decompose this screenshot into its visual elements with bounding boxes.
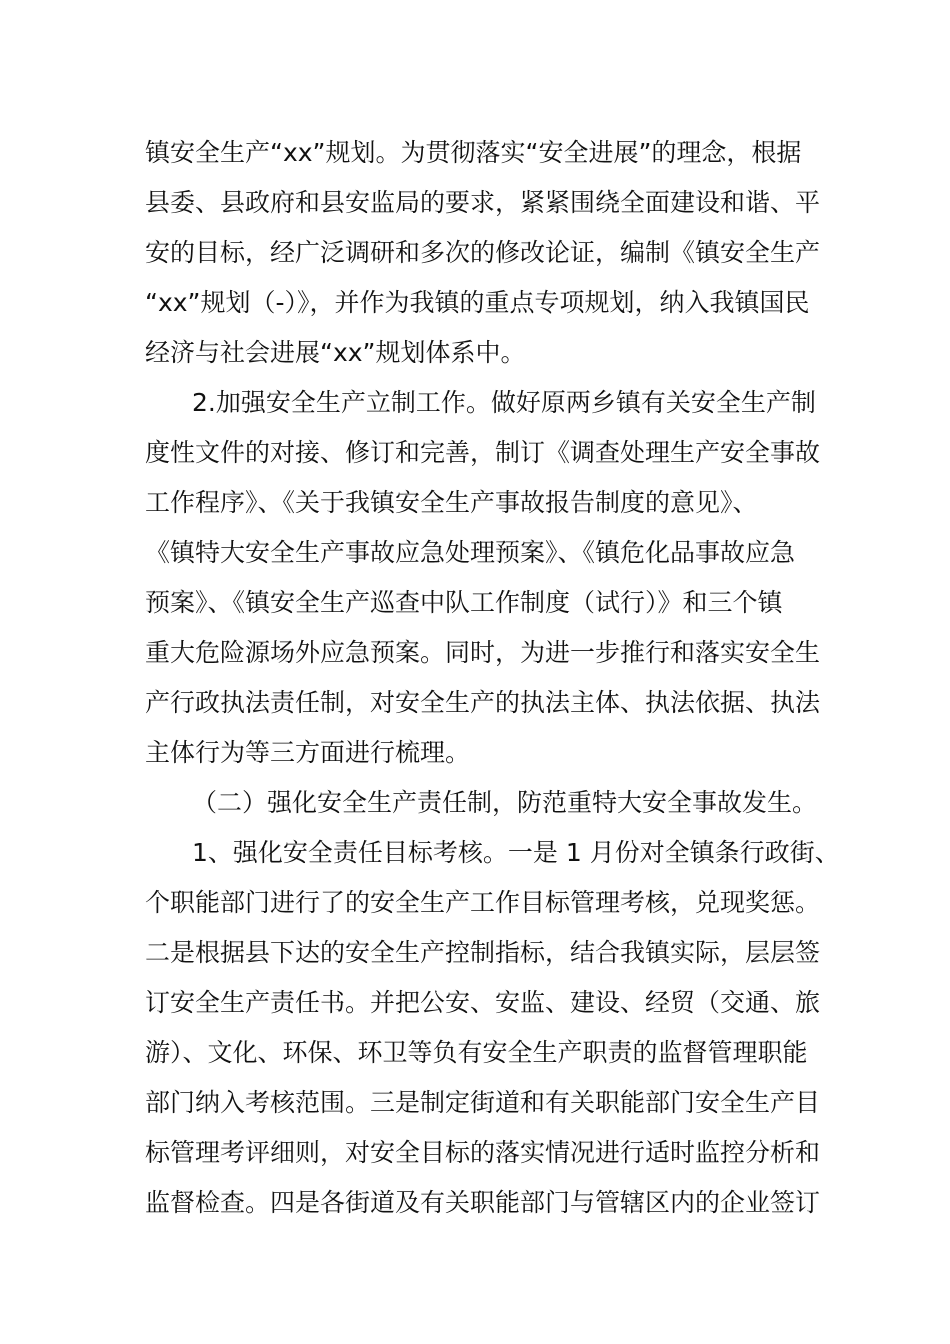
text-line: 工作程序》、《关于我镇安全生产事故报告制度的意见》、 — [145, 488, 758, 517]
text-line: 安的目标，经广泛调研和多次的修改论证，编制《镇安全生产 — [145, 238, 821, 267]
text-line: 县委、县政府和县安监局的要求，紧紧围绕全面建设和谐、平 — [145, 188, 821, 217]
text-line: 产行政执法责任制，对安全生产的执法主体、执法依据、执法 — [145, 688, 821, 717]
text-line: 监督检查。四是各街道及有关职能部门与管辖区内的企业签订 — [145, 1188, 821, 1217]
text-line: 度性文件的对接、修订和完善，制订《调查处理生产安全事故 — [145, 438, 821, 467]
text-line: 预案》、《镇安全生产巡查中队工作制度（试行）》和三个镇 — [145, 588, 783, 617]
text-line: 标管理考评细则，对安全目标的落实情况进行适时监控分析和 — [145, 1138, 821, 1167]
text-line: 《镇特大安全生产事故应急处理预案》、《镇危化品事故应急 — [145, 538, 796, 567]
section-heading: （二）强化安全生产责任制，防范重特大安全事故发生。 — [192, 788, 818, 817]
text-line: 部门纳入考核范围。三是制定街道和有关职能部门安全生产目 — [145, 1088, 821, 1117]
text-line: 主体行为等三方面进行梳理。 — [145, 738, 471, 767]
text-line: “xx”规划（-）》，并作为我镇的重点专项规划，纳入我镇国民 — [145, 288, 810, 317]
text-line: 游）、文化、环保、环卫等负有安全生产职责的监督管理职能 — [145, 1038, 808, 1067]
text-line: 镇安全生产“xx”规划。为贯彻落实“安全进展”的理念，根据 — [145, 138, 802, 167]
text-line: 经济与社会进展“xx”规划体系中。 — [145, 338, 526, 367]
text-line: 个职能部门进行了的安全生产工作目标管理考核，兑现奖惩。 — [145, 888, 821, 917]
text-line: 2.加强安全生产立制工作。做好原两乡镇有关安全生产制 — [192, 388, 816, 417]
text-line: 二是根据县下达的安全生产控制指标，结合我镇实际，层层签 — [145, 938, 821, 967]
text-line: 1、强化安全责任目标考核。一是 1 月份对全镇条行政街、 — [192, 838, 840, 867]
text-line: 订安全生产责任书。并把公安、安监、建设、经贸（交通、旅 — [145, 988, 821, 1017]
text-line: 重大危险源场外应急预案。同时，为进一步推行和落实安全生 — [145, 638, 821, 667]
